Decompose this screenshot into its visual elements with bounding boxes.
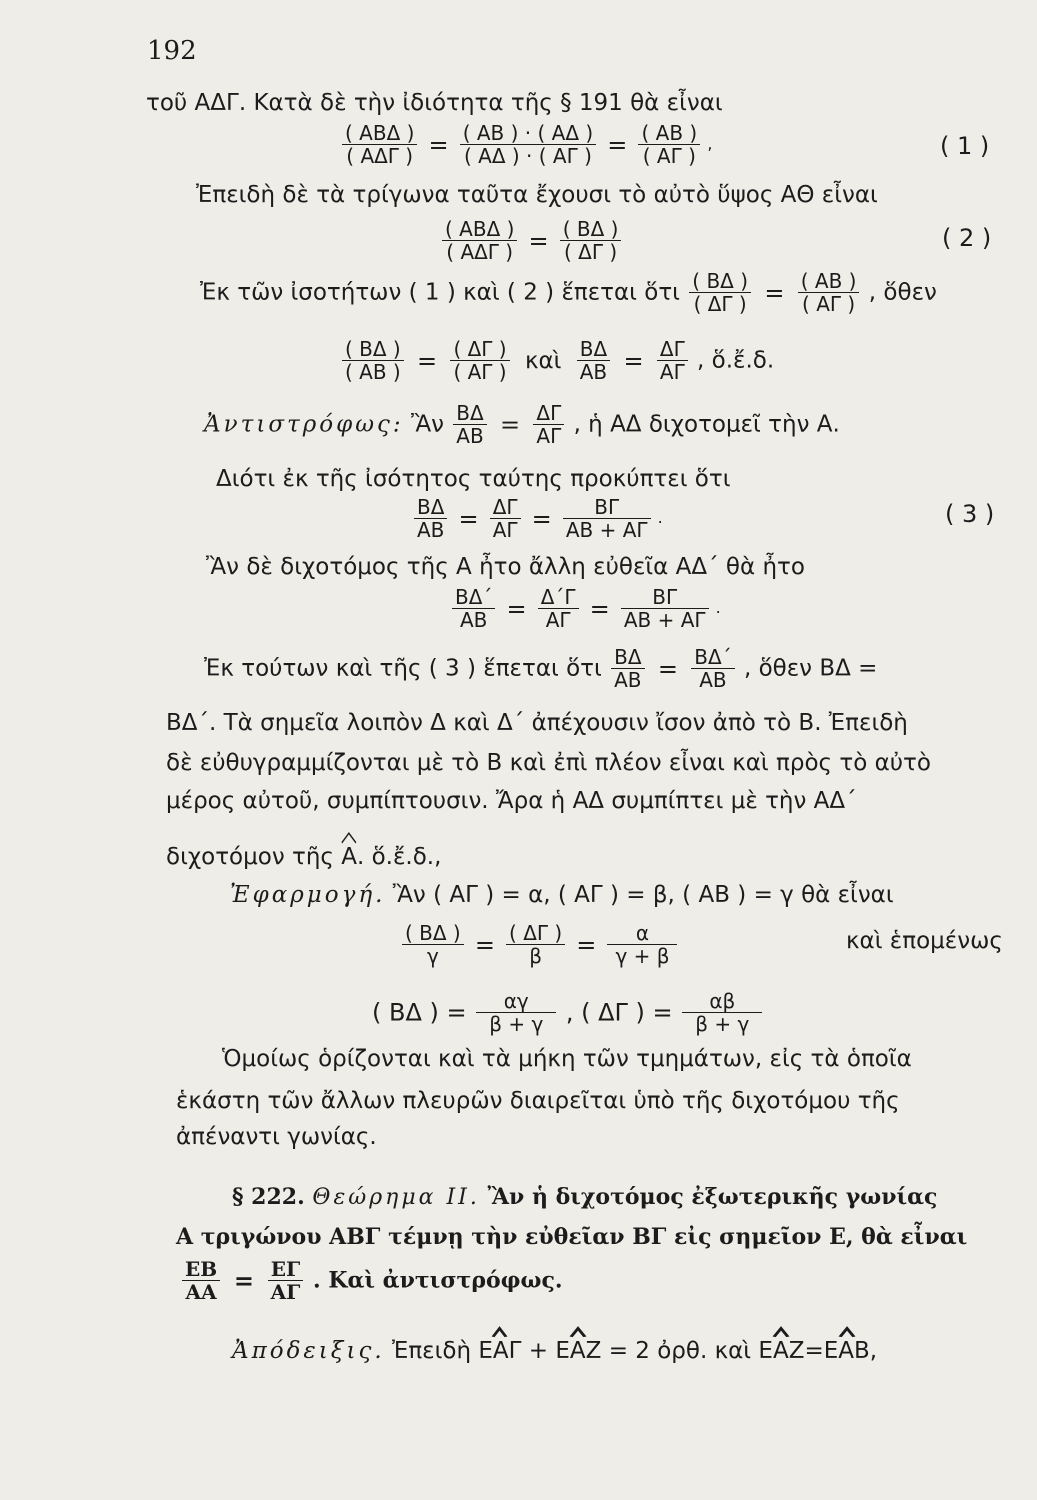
fraction: $\frac{B\Delta}{AB}$ xyxy=(453,402,486,447)
equation-5: $\frac{( B\Delta )}{\gamma}$ = $\frac{( \Delta\Gamma )}{\beta}$ = $\frac{\alpha}{\gamma + \beta}$ xyxy=(400,922,679,967)
text-line-15: ἑκάστη τῶν ἄλλων πλευρῶν διαιρεῖται ὑπὸ τῆς διχοτόμου τῆς xyxy=(176,1088,900,1114)
fraction: $\frac{B\Delta}{AB}$ xyxy=(414,496,447,541)
fraction: $\frac{( B\Delta )}{( \Delta\Gamma )}$ xyxy=(560,218,622,263)
fraction: $\frac{B\Delta΄}{AB}$ xyxy=(452,586,495,631)
text-line-11: μέρος αὐτοῦ, συμπίπτουσιν. Ἄρα ἡ ΑΔ συμπίπτει μὲ τὴν ΑΔ΄ xyxy=(166,788,857,814)
fraction: $\frac{( B\Delta )}{( \Delta\Gamma )}$ xyxy=(689,270,751,315)
fraction: $\frac{E\Gamma}{A\Gamma}$ xyxy=(268,1258,304,1303)
fraction: $\frac{\Delta\Gamma}{A\Gamma}$ xyxy=(657,338,688,383)
text-line-1: τοῦ ΑΔΓ. Κατὰ δὲ τὴν ἰδιότητα τῆς § 191 θὰ εἶναι xyxy=(146,90,723,116)
fraction: $\frac{\Delta\Gamma}{A\Gamma}$ xyxy=(490,496,521,541)
equation-6: ( ΒΔ ) = $\frac{\alpha\gamma}{\beta + \gamma}$ , ( ΔΓ ) = $\frac{\alpha\beta}{\beta + \gamma}$ xyxy=(372,990,764,1035)
fraction: $\frac{\alpha\gamma}{\beta + \gamma}$ xyxy=(476,990,556,1035)
theorem-line-2: Α τριγώνου ΑΒΓ τέμνῃ τὴν εὐθεῖαν ΒΓ εἰς σημεῖον Ε, θὰ εἶναι xyxy=(176,1224,968,1250)
fraction: $\frac{\Delta\Gamma}{A\Gamma}$ xyxy=(533,402,564,447)
text-line-8: Ἐκ τούτων καὶ τῆς ( 3 ) ἕπεται ὅτι $\frac{B\Delta}{AB}$ = $\frac{B\Delta΄}{AB}$ , ὅθεν ΒΔ = xyxy=(204,645,878,692)
equation-2: $\frac{\text{( ΑΒΔ )}}{\text{( ΑΔΓ )}}$ = $\frac{( B\Delta )}{( \Delta\Gamma )}$ xyxy=(440,218,623,263)
fraction: $\frac{( \Delta\Gamma )}{\beta}$ xyxy=(506,922,565,967)
fraction: $\frac{( B\Delta )}{\gamma}$ xyxy=(402,922,464,967)
fraction: $\frac{EB}{AA}$ xyxy=(182,1258,220,1303)
equation-tag-2: ( 2 ) xyxy=(942,224,992,252)
text-line-10: δὲ εὐθυγραμμίζονται μὲ τὸ Β καὶ ἐπὶ πλέον εἶναι καὶ πρὸς τὸ αὐτὸ xyxy=(166,750,931,776)
equation-4: $\frac{B\Delta΄}{AB}$ = $\frac{\Delta΄\Gamma}{A\Gamma}$ = $\frac{B\Gamma}{AB + A\Gamma}$ . xyxy=(450,586,721,631)
equation-tag-1: ( 1 ) xyxy=(940,132,990,160)
fraction: $\frac{B\Delta΄}{AB}$ xyxy=(691,646,734,691)
fraction: $\frac{( AB )}{( A\Gamma )}$ xyxy=(638,122,700,167)
theorem-line-3: $\frac{EB}{AA}$ = $\frac{E\Gamma}{A\Gamma}$ . Καὶ ἀντιστρόφως. xyxy=(180,1258,563,1303)
text-line-9: ΒΔ΄. Τὰ σημεῖα λοιπὸν Δ καὶ Δ΄ ἀπέχουσιν ἴσον ἀπὸ τὸ Β. Ἐπειδὴ xyxy=(166,710,908,736)
fraction: $\frac{\text{( ΑΒΔ )}}{\text{( ΑΔΓ )}}$ xyxy=(442,218,517,263)
fraction: $\frac{( AB ) \cdot ( A\Delta )}{( A\Delta ) \cdot ( A\Gamma )}$ xyxy=(460,122,596,167)
fraction: $\frac{\alpha\beta}{\beta + \gamma}$ xyxy=(682,990,762,1035)
fraction: $\frac{\alpha}{\gamma + \beta}$ xyxy=(607,922,677,967)
text-line-16: ἀπέναντι γωνίας. xyxy=(176,1124,377,1150)
angle-symbol: ΕΑΖ xyxy=(758,1336,804,1366)
fraction: $\frac{B\Delta}{AB}$ xyxy=(577,338,610,383)
text-line-2: Ἐπειδὴ δὲ τὰ τρίγωνα ταῦτα ἔχουσι τὸ αὐτὸ ὕψος ΑΘ εἶναι xyxy=(196,182,878,208)
text-line-3: Ἐκ τῶν ἰσοτήτων ( 1 ) καὶ ( 2 ) ἕπεται ὅτι $\frac{( B\Delta )}{( \Delta\Gamma )}$ = $\frac{( AB )}{( A\Gamma )}$ , ὅθεν xyxy=(200,269,937,316)
angle-symbol: ΕΑΒ xyxy=(824,1336,870,1366)
theorem-heading: § 222. Θεώρημα ΙΙ. Ἂν ἡ διχοτόμος ἐξωτερικῆς γωνίας xyxy=(232,1184,938,1210)
equation-tag-3: ( 3 ) xyxy=(945,500,995,528)
equation-3: $\frac{B\Delta}{AB}$ = $\frac{\Delta\Gamma}{A\Gamma}$ = $\frac{B\Gamma}{AB + A\Gamma}$ . xyxy=(412,496,663,541)
fraction: $\frac{B\Delta}{AB}$ xyxy=(611,646,644,691)
equation-1: $\frac{\text{( ΑΒΔ )}}{\text{( ΑΔΓ )}}$ = $\frac{( AB ) \cdot ( A\Delta )}{( A\Delta ) \cdot ( A\Gamma )}$ = $\frac{( AB )}{( A\Gamma )}$ , xyxy=(340,122,712,167)
fraction: $\frac{B\Gamma}{AB + A\Gamma}$ xyxy=(563,496,651,541)
equation-line-4: $\frac{( B\Delta )}{( AB )}$ = $\frac{( \Delta\Gamma )}{( A\Gamma )}$ καὶ $\frac{B\Delta}{AB}$ = $\frac{\Delta\Gamma}{A\Gamma}$ , ὅ.ἔ.δ. xyxy=(340,338,774,383)
text-line-5: Ἀντιστρόφως: Ἂν $\frac{B\Delta}{AB}$ = $\frac{\Delta\Gamma}{A\Gamma}$ , ἡ ΑΔ διχοτομεῖ τὴν Α. xyxy=(204,401,840,448)
fraction: $\frac{\text{( ΑΒΔ )}}{\text{( ΑΔΓ )}}$ xyxy=(342,122,417,167)
angle-symbol: ΕΑΖ xyxy=(555,1336,601,1366)
proof-line: Ἀπόδειξις. Ἐπειδὴ ΕΑΓ + ΕΑΖ = 2 ὀρθ. καὶ ΕΑΖ= ΕΑΒ, xyxy=(232,1336,877,1366)
text-line-12: διχοτόμον τῆς Α. ὅ.ἔ.δ., xyxy=(166,842,441,872)
text-line-13: Ἐφαρμογή. Ἂν ( ΑΓ ) = α, ( ΑΓ ) = β, ( ΑΒ ) = γ θὰ εἶναι xyxy=(230,882,894,908)
text-line-7: Ἂν δὲ διχοτόμος τῆς Α ἦτο ἄλλη εὐθεῖα ΑΔ΄ θὰ ἦτο xyxy=(206,554,805,580)
fraction: $\frac{( \Delta\Gamma )}{( A\Gamma )}$ xyxy=(450,338,509,383)
page-number: 192 xyxy=(147,36,197,66)
fraction: $\frac{( AB )}{( A\Gamma )}$ xyxy=(798,270,860,315)
text-line-6: Διότι ἐκ τῆς ἰσότητος ταύτης προκύπτει ὅτι xyxy=(216,466,731,492)
fraction: $\frac{( B\Delta )}{( AB )}$ xyxy=(342,338,404,383)
text-line-14: Ὁμοίως ὁρίζονται καὶ τὰ μήκη τῶν τμημάτων, εἰς τὰ ὁποῖα xyxy=(222,1046,912,1072)
angle-symbol: Α xyxy=(341,842,357,872)
angle-symbol: ΕΑΓ xyxy=(478,1336,521,1366)
text-eq5-tail: καὶ ἑπομένως xyxy=(846,928,1003,954)
fraction: $\frac{\Delta΄\Gamma}{A\Gamma}$ xyxy=(538,586,579,631)
fraction: $\frac{B\Gamma}{AB + A\Gamma}$ xyxy=(621,586,709,631)
